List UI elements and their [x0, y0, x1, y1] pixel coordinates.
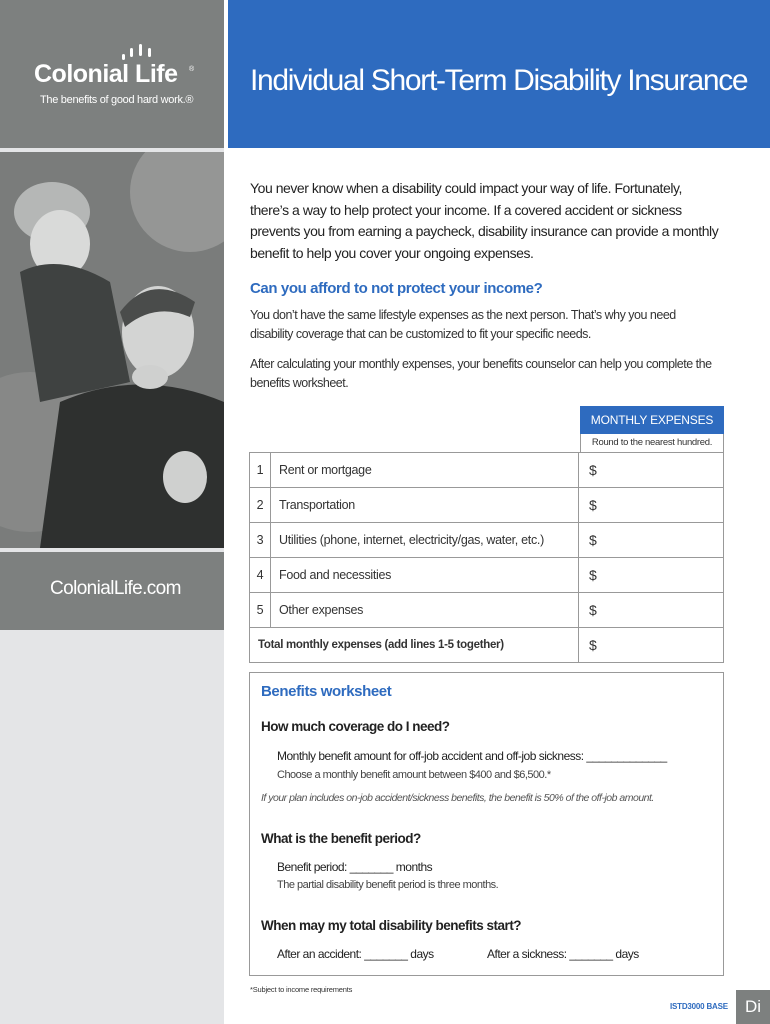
- benefit-period-note: The partial disability benefit period is three months.: [277, 879, 499, 891]
- amount-field[interactable]: $: [579, 453, 724, 488]
- website-link[interactable]: ColonialLife.com: [50, 578, 181, 599]
- table-row: [250, 488, 724, 523]
- monthly-expenses-subheader: Round to the nearest hundred.: [580, 434, 724, 452]
- brand-registered-mark: ®: [189, 66, 195, 73]
- table-row: [250, 558, 724, 593]
- section-paragraph-1: You don’t have the same lifestyle expenses as the next person. That’s why you need disability coverage that can be customized to fit your specific needs.: [250, 308, 676, 341]
- corner-tab: Di: [736, 990, 770, 1024]
- monthly-benefit-field[interactable]: Monthly benefit amount for off-job accident and off-job sickness: _____________: [277, 749, 667, 763]
- row-number: 5: [250, 593, 271, 628]
- amount-field[interactable]: $: [579, 523, 724, 558]
- total-row: [250, 628, 724, 663]
- document-code: ISTD3000 BASE: [670, 1002, 728, 1011]
- row-number: 1: [250, 453, 271, 488]
- benefit-period-field[interactable]: Benefit period: _______ months: [277, 860, 433, 874]
- brand-name: Colonial Life: [34, 60, 178, 88]
- row-number: 4: [250, 558, 271, 593]
- row-number: 2: [250, 488, 271, 523]
- footnote: *Subject to income requirements: [250, 985, 353, 994]
- benefits-worksheet: [249, 672, 724, 976]
- row-label: Transportation: [271, 488, 579, 523]
- brand-tagline: The benefits of good hard work.®: [40, 94, 194, 106]
- row-label: Utilities (phone, internet, electricity/gas, water, etc.): [271, 523, 579, 558]
- section-paragraph-2: After calculating your monthly expenses, your benefits counselor can help you complete the benefits worksheet.: [250, 357, 712, 390]
- amount-field[interactable]: $: [579, 488, 724, 523]
- coverage-question: How much coverage do I need?: [261, 719, 450, 734]
- worksheet-title: Benefits worksheet: [261, 683, 392, 700]
- row-label: Rent or mortgage: [271, 453, 579, 488]
- row-label: Other expenses: [271, 593, 579, 628]
- row-number: 3: [250, 523, 271, 558]
- father-son-photo: [0, 152, 224, 548]
- section-heading: Can you afford to not protect your income?: [250, 280, 543, 297]
- intro-paragraph: You never know when a disability could impact your way of life. Fortunately, there’s a way to help protect your income. If a covered accident or sickness prevents you from earning a paycheck, disability insurance can provide a monthly benefit to help you cover your ongoing expenses.: [250, 180, 719, 261]
- monthly-benefit-note: Choose a monthly benefit amount between $400 and $6,500.*: [277, 769, 551, 781]
- amount-field[interactable]: $: [579, 558, 724, 593]
- sickness-days-field[interactable]: After a sickness: _______ days: [487, 947, 639, 961]
- expenses-table: [249, 452, 724, 663]
- total-label: Total monthly expenses (add lines 1-5 together): [250, 628, 579, 663]
- benefit-period-question: What is the benefit period?: [261, 831, 421, 846]
- monthly-expenses-header: MONTHLY EXPENSES: [580, 406, 724, 434]
- table-row: [250, 523, 724, 558]
- on-job-note: If your plan includes on-job accident/sickness benefits, the benefit is 50% of the off-job amount.: [261, 792, 654, 804]
- accident-days-field[interactable]: After an accident: _______ days: [277, 947, 434, 961]
- table-row: [250, 593, 724, 628]
- table-row: [250, 453, 724, 488]
- benefits-start-question: When may my total disability benefits start?: [261, 918, 522, 933]
- total-amount-field[interactable]: $: [579, 628, 724, 663]
- page-title: Individual Short-Term Disability Insurance: [250, 64, 748, 97]
- amount-field[interactable]: $: [579, 593, 724, 628]
- row-label: Food and necessities: [271, 558, 579, 593]
